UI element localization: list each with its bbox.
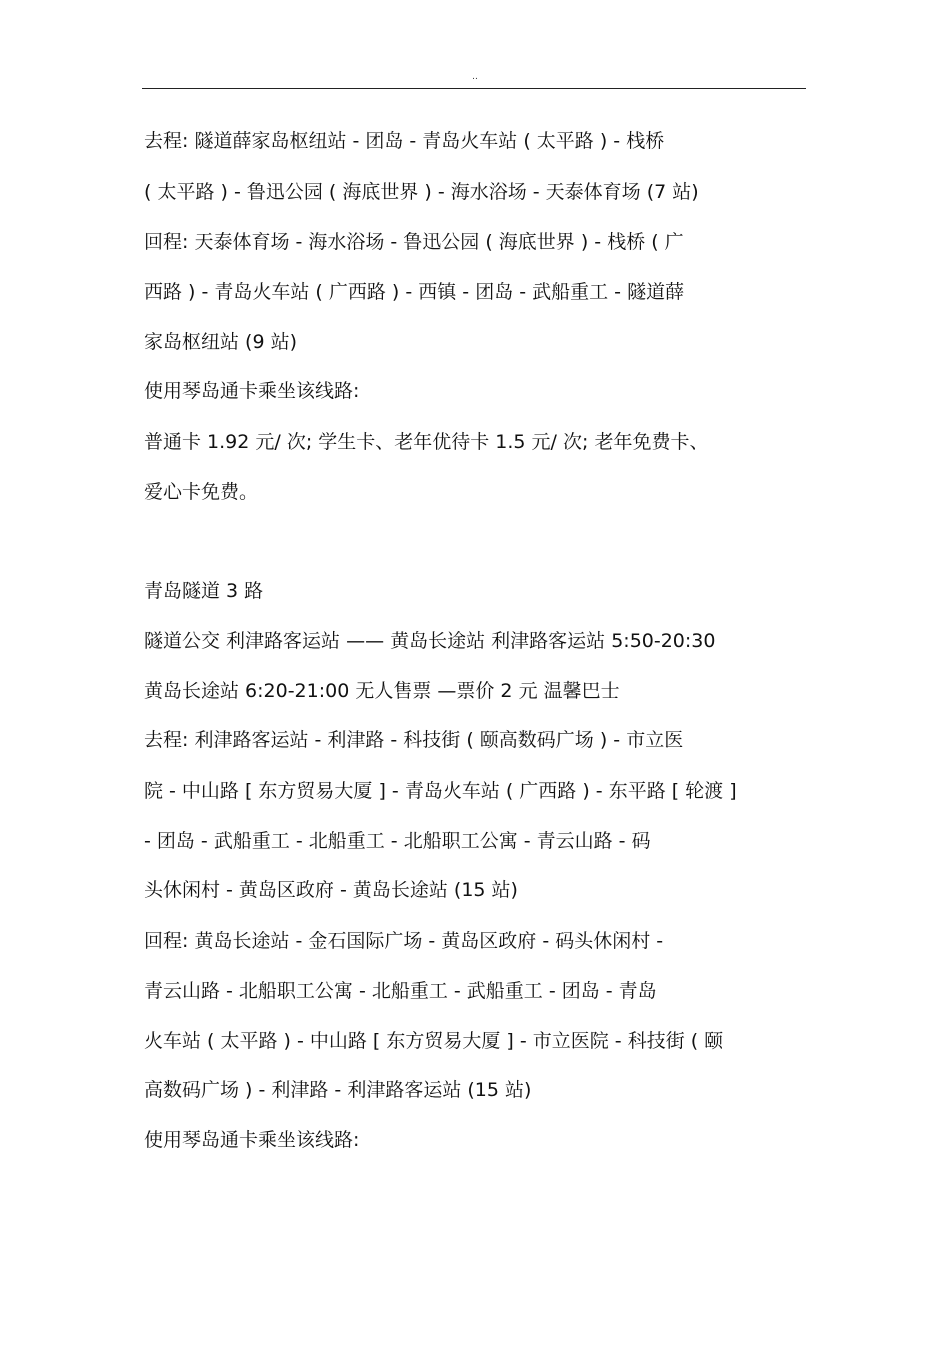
route-return-line: 火车站 ( 太平路 ) - 中山路 [ 东方贸易大厦 ] - 市立医院 - 科技街 ( 颐 <box>144 1030 724 1052</box>
route-return-line: 回程: 天泰体育场 - 海水浴场 - 鲁迅公园 ( 海底世界 ) - 栈桥 ( 广 <box>144 231 684 253</box>
route-outbound-line: 去程: 利津路客运站 - 利津路 - 科技街 ( 颐高数码广场 ) - 市立医 <box>144 729 684 751</box>
route-info-line: 隧道公交 利津路客运站 —— 黄岛长途站 利津路客运站 5:50-20:30 <box>144 630 716 652</box>
route-outbound-line: 院 - 中山路 [ 东方贸易大厦 ] - 青岛火车站 ( 广西路 ) - 东平路 [ 轮渡 ] <box>144 780 737 802</box>
route-return-line: 高数码广场 ) - 利津路 - 利津路客运站 (15 站) <box>144 1079 532 1101</box>
route-outbound-line: 头休闲村 - 黄岛区政府 - 黄岛长途站 (15 站) <box>144 879 518 901</box>
header-divider <box>142 88 806 89</box>
route-info-line: 黄岛长途站 6:20-21:00 无人售票 —票价 2 元 温馨巴士 <box>144 680 620 702</box>
route-return-line: 家岛枢纽站 (9 站) <box>144 331 297 353</box>
fare-line: 爱心卡免费。 <box>144 481 259 503</box>
route-return-line: 青云山路 - 北船职工公寓 - 北船重工 - 武船重工 - 团岛 - 青岛 <box>144 980 657 1002</box>
route-return-line: 回程: 黄岛长途站 - 金石国际广场 - 黄岛区政府 - 码头休闲村 - <box>144 930 664 952</box>
page-header-mark: .. <box>472 72 478 82</box>
card-usage-heading: 使用琴岛通卡乘坐该线路: <box>144 380 360 402</box>
route-outbound-line: ( 太平路 ) - 鲁迅公园 ( 海底世界 ) - 海水浴场 - 天泰体育场 (7 站) <box>144 181 699 203</box>
section-title: 青岛隧道 3 路 <box>144 580 264 602</box>
route-return-line: 西路 ) - 青岛火车站 ( 广西路 ) - 西镇 - 团岛 - 武船重工 - 隧道薛 <box>144 281 685 303</box>
route-outbound-line: 去程: 隧道薛家岛枢纽站 - 团岛 - 青岛火车站 ( 太平路 ) - 栈桥 <box>144 130 665 152</box>
fare-line: 普通卡 1.92 元/ 次; 学生卡、老年优待卡 1.5 元/ 次; 老年免费卡、 <box>144 431 709 453</box>
card-usage-heading: 使用琴岛通卡乘坐该线路: <box>144 1129 360 1151</box>
route-outbound-line: - 团岛 - 武船重工 - 北船重工 - 北船职工公寓 - 青云山路 - 码 <box>144 830 651 852</box>
